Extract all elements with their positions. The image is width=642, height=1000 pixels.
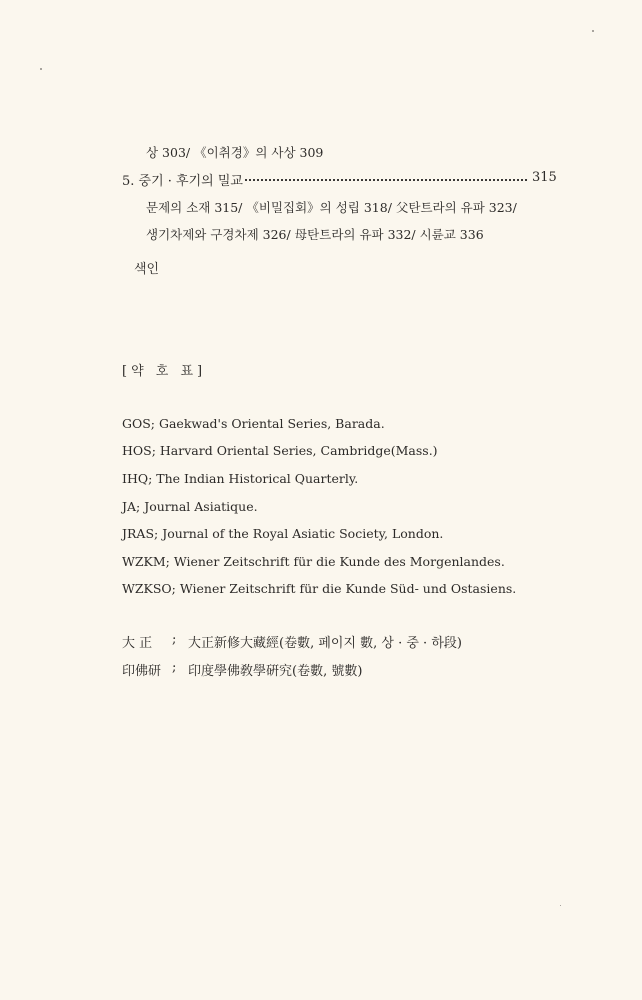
cjk-abbreviation-value: 印度學佛敎學硏究(卷數, 號數) <box>188 664 363 679</box>
toc-section-title: 5. 중기 · 후기의 밀교 <box>122 174 243 189</box>
paper-speck <box>560 905 561 906</box>
cjk-abbreviation-separator: ; <box>172 632 177 647</box>
toc-index-entry: 색인 <box>134 262 160 277</box>
cjk-abbreviation-separator: ; <box>172 660 177 675</box>
abbreviation-entry: WZKSO; Wiener Zeitschrift für die Kunde Süd- und Ostasiens. <box>122 581 517 596</box>
toc-subsection-line: 생기차제와 구경차제 326/ 母탄트라의 유파 332/ 시륜교 336 <box>146 227 484 242</box>
cjk-abbreviation-value: 大正新修大藏經(卷數, 페이지 數, 상 · 중 · 하段) <box>188 636 462 651</box>
abbreviations-heading: [약 호 표] <box>122 364 207 379</box>
abbreviation-entry: JA; Journal Asiatique. <box>122 499 258 514</box>
abbreviation-entry: IHQ; The Indian Historical Quarterly. <box>122 471 359 486</box>
abbreviation-entry: GOS; Gaekwad's Oriental Series, Barada. <box>122 416 385 431</box>
paper-speck <box>592 30 594 32</box>
toc-section-page: 315 <box>532 170 557 185</box>
toc-subsection-line: 문제의 소재 315/ 《비밀집회》의 성립 318/ 父탄트라의 유파 323/ <box>146 200 517 215</box>
abbreviation-entry: WZKM; Wiener Zeitschrift für die Kunde des Morgenlandes. <box>122 554 505 569</box>
abbreviation-entry: HOS; Harvard Oriental Series, Cambridge(Mass.) <box>122 443 438 458</box>
paper-speck <box>40 68 42 70</box>
toc-continuation-line: 상 303/ 《이취경》의 사상 309 <box>146 145 324 160</box>
cjk-abbreviation-key: 大 正 <box>122 636 153 651</box>
toc-dot-leader <box>245 179 527 181</box>
abbreviation-entry: JRAS; Journal of the Royal Asiatic Society, London. <box>122 526 444 541</box>
cjk-abbreviation-key: 印佛研 <box>122 664 162 679</box>
